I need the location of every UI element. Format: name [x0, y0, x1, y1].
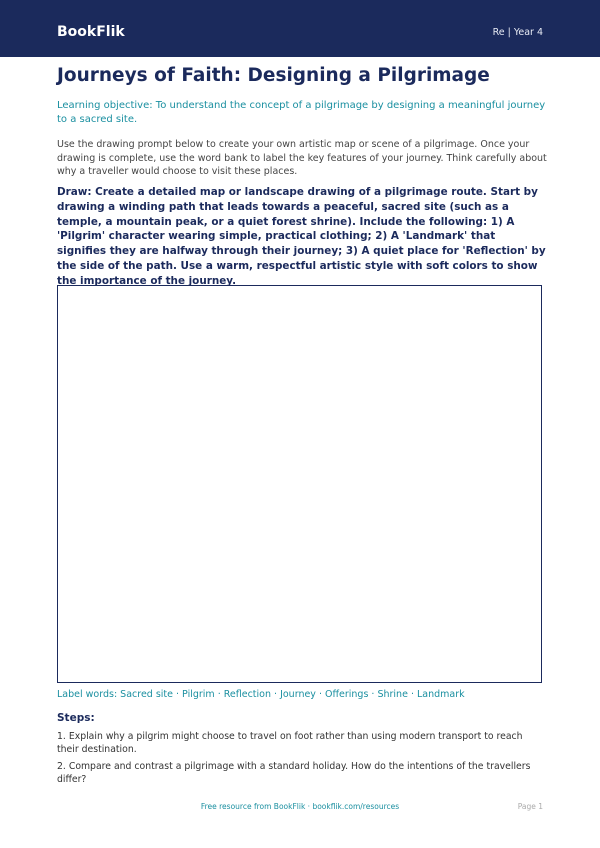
subject-year-label: Re | Year 4 [492, 27, 543, 38]
page-title: Journeys of Faith: Designing a Pilgrimage [57, 65, 490, 86]
drawing-prompt: Draw: Create a detailed map or landscape drawing of a pilgrimage route. Start by drawing a winding path that leads towards a peaceful, sacred site (such as a temple, a mountain peak, or a quiet forest shrine). Include the following: 1) A 'Pilgrim' character wearing simple, practical clothing; 2) A 'Landmark' that signifies they are halfway through their journey; 3) A quiet place for 'Reflection' by the side of the path. Use a warm, respectful artistic style with soft colors to show the importance of the journey. [57, 186, 546, 287]
intro-paragraph: Use the drawing prompt below to create your own artistic map or scene of a pilgrimage. Once your drawing is complete, use the word bank to label the key features of your journey. Think carefully about why a traveller would choose to visit these places. [57, 139, 547, 177]
learning-objective: Learning objective: To understand the concept of a pilgrimage by designing a meaningful journey to a sacred site. [57, 100, 546, 125]
step-item: 2. Compare and contrast a pilgrimage with a standard holiday. How do the intentions of the travellers differ? [57, 761, 531, 785]
header-bar [0, 0, 600, 57]
steps-heading: Steps: [57, 712, 95, 724]
brand-logo-text: BookFlik [57, 24, 125, 40]
step-item: 1. Explain why a pilgrim might choose to travel on foot rather than using modern transport to reach their destination. [57, 731, 523, 755]
footer-credit: Free resource from BookFlik · bookflik.com/resources [200, 802, 400, 811]
drawing-area[interactable] [57, 285, 542, 683]
word-bank: Label words: Sacred site · Pilgrim · Reflection · Journey · Offerings · Shrine · Landmark [57, 689, 465, 700]
page-number: Page 1 [517, 802, 543, 811]
